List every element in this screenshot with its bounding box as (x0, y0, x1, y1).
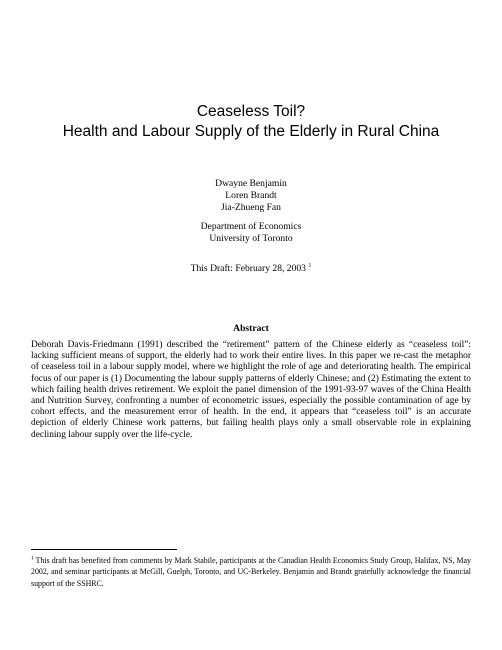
department: Department of Economics (200, 221, 302, 232)
footnote-reference: 1 (308, 262, 312, 269)
footnote-divider (31, 549, 177, 550)
paper-title (0, 102, 502, 142)
affiliation (0, 221, 502, 245)
draft-text: This Draft: February 28, 2003 (190, 263, 306, 274)
author-list (0, 178, 502, 214)
footnote (31, 555, 471, 589)
university: University of Toronto (209, 233, 293, 244)
title-line-2: Health and Labour Supply of the Elderly in Rural China (62, 123, 440, 140)
abstract-heading: Abstract (233, 323, 269, 334)
author-name: Loren Brandt (225, 190, 277, 201)
author-name: Dwayne Benjamin (215, 178, 287, 189)
title-line-1: Ceaseless Toil? (196, 103, 306, 120)
footnote-mark: 1 (31, 555, 34, 562)
footnote-text: This draft has benefited from comments by Mark Stabile, participants at the Canadian Health Economics Study Group, Halifax, NS, May 2002, and seminar participants at McGill, Guelph, Toronto, and UC-Berkeley. Benjamin and Brandt gratefully acknowledge the financial support of the SSHRC. (31, 556, 471, 588)
draft-date (0, 263, 502, 275)
author-name: Jia-Zhueng Fan (221, 202, 281, 213)
abstract-body: Deborah Davis-Friedmann (1991) described the “retirement” pattern of the Chinese elderly as “ceaseless toil”: lacking sufficient means of support, the elderly had to work their entire lives. In this paper we re-cast the metaphor of ceaseless toil in a labour supply model, where we highlight the role of age and deteriorating health. The empirical focus of our paper is (1) Documenting the labour supply patterns of elderly Chinese; and (2) Estimating the extent to which failing health drives retirement. We exploit the panel dimension of the 1991-93-97 waves of the China Health and Nutrition Survey, confronting a number of econometric issues, especially the possible contamination of age by cohort effects, and the measurement error of health. In the end, it appears that “ceaseless toil” is an accurate depiction of elderly Chinese work patterns, but failing health plays only a small observable role in explaining declining labour supply over the life-cycle. (31, 340, 471, 440)
